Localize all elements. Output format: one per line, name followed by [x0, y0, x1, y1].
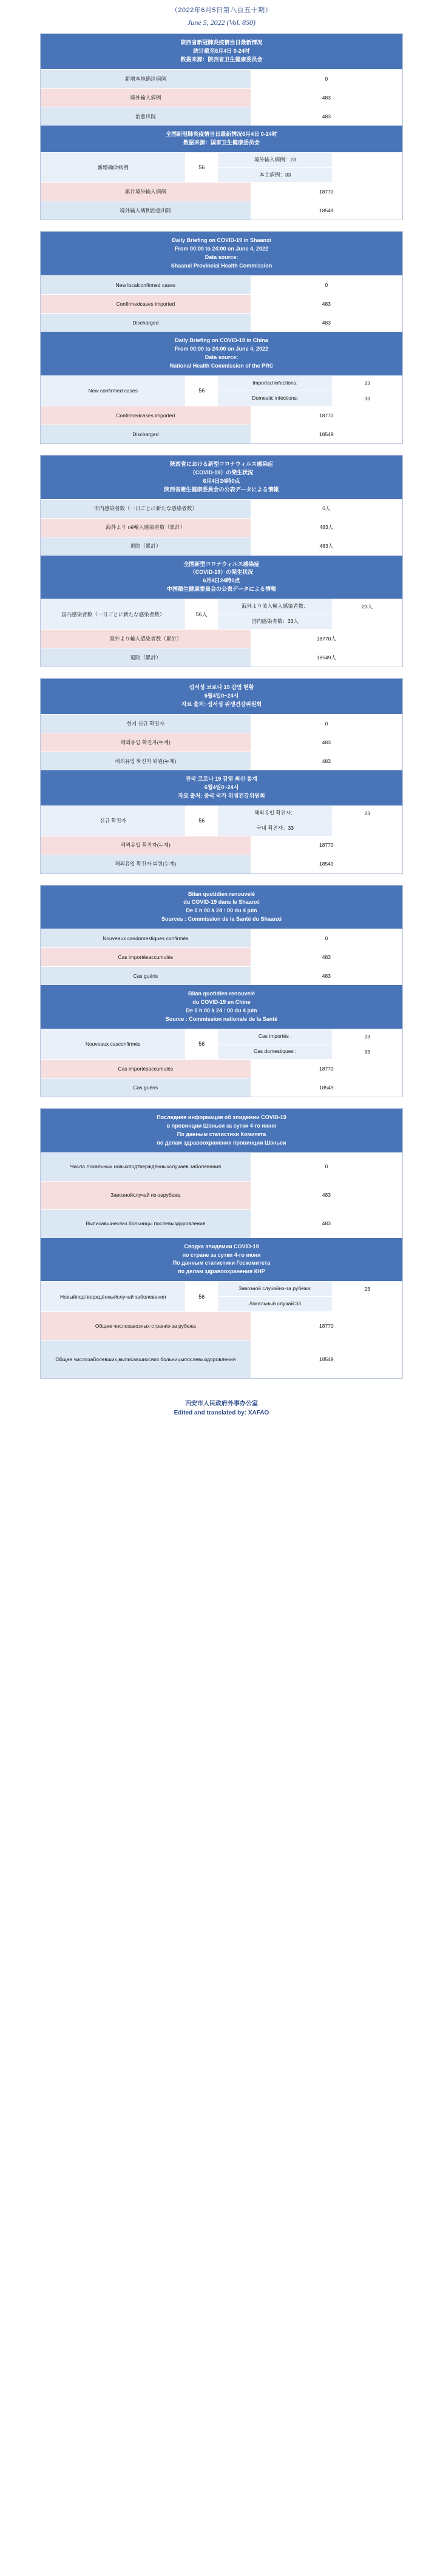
- row-label-line: （累計）: [164, 524, 186, 531]
- row-label-line: （一日ごとに新たな感染者数）: [124, 505, 197, 512]
- table-row: [41, 1152, 402, 1181]
- row-label-line: Cas guéris: [133, 1084, 158, 1091]
- language-block-cn-shaanxi: [40, 33, 403, 220]
- breakdown-row: [218, 1282, 402, 1296]
- page-subtitle: June 5, 2022 (Vol. 850): [188, 18, 255, 27]
- bar-line: Daily Briefing on COVID-19 in China: [175, 337, 268, 344]
- breakdown-label-line: Завозной случай: [238, 1285, 279, 1292]
- table-row: [41, 1181, 402, 1209]
- breakdown-label: [218, 821, 332, 836]
- table-row: [41, 294, 402, 313]
- composite-label-line: （一日ごとに新たな感染者数）: [92, 611, 165, 617]
- bar-line: De 0 h 00 à 24 : 00 du 4 juin: [186, 1007, 257, 1014]
- row-label: [41, 1060, 251, 1078]
- row-value: 0: [251, 276, 402, 294]
- row-value: 483人: [251, 537, 402, 556]
- breakdown-label: [218, 599, 332, 614]
- table-row: [41, 518, 402, 537]
- bar-line: 中国衛生健康委員会の公表データによる情報: [166, 586, 276, 593]
- breakdown-label-line: 本土病例：33: [259, 171, 291, 178]
- table-row: [41, 182, 402, 201]
- bar-line: Data source:: [205, 354, 238, 361]
- bar-line: National Health Commission of the PRC: [169, 363, 274, 369]
- breakdown-label-line: 国内感染者数：33人: [251, 618, 299, 625]
- row-label-line: Завозной: [110, 1192, 134, 1199]
- breakdown-row: [218, 376, 402, 391]
- bar-line: 数据来源：国家卫生健康委员会: [183, 139, 260, 146]
- table-row: [41, 275, 402, 294]
- row-value: 18549: [251, 1078, 402, 1097]
- bar-line: 数据来源：陕西省卫生健康委员会: [180, 56, 263, 62]
- row-label-line: Discharged: [132, 431, 159, 437]
- table-row: [41, 714, 402, 733]
- footer-office-cn: 西安市人民政府外事办公室: [185, 1401, 258, 1408]
- bar-line: 6월4일0~24시: [204, 784, 239, 790]
- breakdown-label: [218, 153, 332, 167]
- table-row: [41, 947, 402, 966]
- table-row: [41, 1340, 402, 1378]
- bar-line: Bilan quotidien renouvelé: [188, 890, 255, 897]
- composite-row: [41, 1281, 402, 1311]
- composite-label-line: confirmés: [118, 1041, 141, 1048]
- row-label: [41, 630, 251, 648]
- row-label-line: New local: [115, 282, 138, 289]
- composite-breakdown: [218, 376, 402, 406]
- row-label: [41, 183, 251, 201]
- row-value: 483: [251, 967, 402, 985]
- row-label-line: выписавшихся: [118, 1356, 154, 1362]
- language-block-jp: [40, 455, 403, 667]
- row-label: [41, 89, 251, 107]
- row-value: 18770: [251, 1312, 402, 1340]
- composite-total: 56: [185, 153, 218, 183]
- breakdown-row: [218, 1044, 402, 1059]
- row-label-line: 해외유입 확진자 퇴원: [115, 758, 163, 764]
- row-value: 483: [251, 295, 402, 313]
- table-row: [41, 929, 402, 947]
- breakdown-row: [218, 1296, 402, 1311]
- table-row: [41, 425, 402, 443]
- national-header-bar: [41, 332, 402, 375]
- bar-line: （COVID-19）の発生状況: [189, 469, 254, 476]
- breakdown-value: 33: [332, 1044, 402, 1059]
- row-label-line: (누계): [157, 739, 171, 745]
- bar-line: 자료 출처: 섬서성 위생건강위원회: [181, 701, 262, 708]
- row-label: [41, 276, 251, 294]
- row-label-line: Nouveaux cas: [103, 935, 136, 942]
- breakdown-label: [218, 1044, 332, 1059]
- national-header-bar: [41, 126, 402, 152]
- bar-line: По данным статистики Госкомитета: [172, 1260, 271, 1266]
- breakdown-value: 23: [332, 1282, 402, 1296]
- row-label: [41, 855, 251, 873]
- row-label-line: 市内感染者数: [93, 505, 125, 512]
- row-value: 483: [251, 752, 402, 770]
- row-label: [41, 406, 251, 425]
- table-row: [41, 1209, 402, 1238]
- row-label: [41, 836, 251, 855]
- breakdown-row: [218, 167, 402, 183]
- composite-label-line: 新增确诊病例: [97, 164, 129, 170]
- bar-line: 全国新型コロナウィルス感染症: [183, 560, 260, 567]
- row-label: [41, 201, 251, 220]
- language-block-en: [40, 231, 403, 443]
- row-label-line: Confirmed: [116, 301, 140, 308]
- row-label-line: подтверждённых: [128, 1163, 169, 1170]
- row-label: [41, 295, 251, 313]
- table-row: [41, 1059, 402, 1078]
- row-value: 483: [251, 1182, 402, 1209]
- row-value: 18770: [251, 406, 402, 425]
- breakdown-row: [218, 391, 402, 406]
- table-row: [41, 406, 402, 425]
- provincial-header-bar: [41, 456, 402, 499]
- row-value: 483人: [251, 519, 402, 537]
- table-row: [41, 201, 402, 220]
- bar-line: 陝西省における新型コロナウィルス感染症: [169, 460, 274, 467]
- composite-total: 56人: [185, 599, 218, 629]
- row-label-line: (누계): [163, 861, 177, 867]
- composite-breakdown: [218, 1029, 402, 1059]
- row-label-line: 海外より輸入感染者数: [109, 635, 161, 642]
- row-label-line: выздоровления: [167, 1220, 206, 1227]
- composite-label: [41, 599, 185, 629]
- breakdown-label-line: 국내 확진자：33: [256, 824, 294, 831]
- row-label-line: выздоровления: [198, 1356, 236, 1362]
- bar-line: Последняя информация об эпидемии COVID-19: [157, 1114, 286, 1120]
- bar-line: 6月4日24時0点: [203, 477, 240, 484]
- table-row: [41, 648, 402, 667]
- row-label: [41, 733, 251, 752]
- breakdown-label-line: Cas importés :: [258, 1033, 292, 1040]
- table-row: [41, 69, 402, 88]
- breakdown-row: [218, 806, 402, 821]
- composite-label-line: 国内感染者数: [61, 611, 93, 617]
- row-label-line: 해외유입 확진자: [120, 842, 157, 849]
- provincial-header-bar: [41, 886, 402, 929]
- bar-line: 전국 코로나 19 감염 최신 통계: [185, 775, 258, 782]
- row-label: [41, 648, 251, 667]
- row-label-line: заболевших,: [87, 1356, 119, 1362]
- composite-label: [41, 806, 185, 836]
- row-value: 18549: [251, 425, 402, 443]
- composite-label: [41, 1029, 185, 1059]
- breakdown-label-line: Domestic infections:: [252, 394, 299, 401]
- row-label: [41, 1210, 251, 1238]
- composite-label-line: Новый: [60, 1293, 76, 1300]
- bar-line: по стране за сутки 4-го июня: [182, 1251, 261, 1258]
- bar-line: Daily Briefing on COVID-19 in Shaanxi: [172, 237, 271, 244]
- bar-line: Shaanxi Provincial Health Commission: [171, 263, 272, 269]
- row-label-line: Cas guéris: [133, 973, 158, 980]
- row-label-line: случай из-за: [133, 1192, 163, 1199]
- row-label-line: завозных стран: [127, 1322, 165, 1329]
- bar-line: Bilan quotidien renouvelé: [188, 990, 255, 997]
- bar-line: По данным статистики Комитета: [177, 1131, 266, 1137]
- row-value: 18770: [251, 1060, 402, 1078]
- provincial-header-bar: [41, 232, 402, 275]
- row-label-line: 海外より në輸入感染者数: [106, 524, 165, 531]
- footer-office-en: Edited and translated by: XAFAO: [174, 1410, 269, 1417]
- composite-label-line: New confirmed cases: [88, 388, 138, 394]
- sections-container: [0, 33, 443, 1379]
- row-label-line: 境外输入病例: [130, 94, 161, 101]
- table-row: [41, 752, 402, 770]
- bar-line: du COVID-19 en Chine: [192, 999, 251, 1006]
- national-header-bar: [41, 770, 402, 805]
- row-value: 0: [251, 1153, 402, 1181]
- provincial-header-bar: [41, 1109, 402, 1152]
- row-label-line: 新增本地确诊病例: [124, 75, 166, 82]
- table-row: [41, 313, 402, 332]
- row-label-line: 현지 신규 확진자: [126, 720, 164, 727]
- row-label-line: 退院（累計）: [130, 543, 161, 550]
- row-label: [41, 1182, 251, 1209]
- bar-line: 统计截至6月4日 0-24时: [193, 47, 250, 54]
- row-label-line: Confirmed: [116, 412, 140, 419]
- table-row: [41, 966, 402, 985]
- table-row: [41, 499, 402, 518]
- row-label-line: из больницы: [154, 1356, 184, 1362]
- row-label-line: из-за рубежа: [164, 1322, 196, 1329]
- bar-line: по делам здравоохранения провинции Шэньси: [157, 1139, 286, 1146]
- row-value: 18549: [251, 201, 402, 220]
- row-value: 483: [251, 107, 402, 126]
- row-label-line: 治愈出院: [135, 113, 156, 119]
- table-row: [41, 733, 402, 752]
- composite-total: 56: [185, 1029, 218, 1059]
- breakdown-value: 33: [332, 391, 402, 406]
- row-value: 483: [251, 733, 402, 752]
- row-label-line: confirmed cases: [138, 282, 176, 289]
- bar-line: 全国新冠肺炎疫情当日最新情况6月4日 0-24时: [166, 130, 277, 137]
- breakdown-row: [218, 599, 402, 614]
- row-label-line: случаев заболевания: [169, 1163, 222, 1170]
- row-value: 483: [251, 89, 402, 107]
- breakdown-value: [332, 1297, 402, 1311]
- row-value: 18770: [251, 183, 402, 201]
- national-header-bar: [41, 556, 402, 599]
- row-label-line: (누계): [163, 758, 177, 764]
- row-value: 18549: [251, 855, 402, 873]
- composite-row: [41, 805, 402, 836]
- breakdown-label-line: 海外より流入輸入感染者数：: [241, 603, 309, 610]
- row-label-line: accumulés: [148, 954, 174, 961]
- row-label: [41, 929, 251, 947]
- composite-label: [41, 1282, 185, 1311]
- row-value: 0: [251, 70, 402, 88]
- row-label-line: Общее число: [95, 1322, 128, 1329]
- row-label-line: cases imported: [140, 412, 175, 419]
- row-value: 483: [251, 314, 402, 332]
- row-value: 18549: [251, 1340, 402, 1378]
- breakdown-value: 23人: [332, 599, 402, 614]
- language-block-kr: [40, 678, 403, 873]
- row-label-line: 境外输入病例治愈出院: [120, 207, 172, 214]
- row-label-line: после: [184, 1356, 198, 1362]
- bar-line: Sources : Commission de la Santé du Shaanxi: [161, 916, 282, 923]
- row-label: [41, 715, 251, 733]
- row-label: [41, 1312, 251, 1340]
- provincial-header-bar: [41, 34, 402, 69]
- composite-total: 56: [185, 1282, 218, 1311]
- row-label-line: Число локальных новых: [70, 1163, 129, 1170]
- bar-line: du COVID-19 dans le Shaanxi: [183, 899, 260, 906]
- bar-line: 자료 출처: 중국 국가 위생건강위원회: [178, 792, 265, 799]
- bar-line: 섬서성 코로나 19 감염 현황: [189, 684, 254, 691]
- row-label-line: cases imported: [140, 301, 175, 308]
- row-label: [41, 519, 251, 537]
- composite-row: [41, 152, 402, 183]
- composite-total: 56: [185, 806, 218, 836]
- breakdown-label-line: Cas domestiques :: [254, 1048, 297, 1054]
- row-label: [41, 537, 251, 556]
- composite-breakdown: [218, 153, 402, 183]
- provincial-header-bar: [41, 679, 402, 714]
- row-label-line: （累計）: [161, 635, 182, 642]
- row-label-line: domestiques confirmés: [135, 935, 189, 942]
- bar-line: From 00:00 to 24:00 on June 4, 2022: [174, 346, 269, 352]
- breakdown-label-line: 해외유입 확진자：: [254, 809, 296, 816]
- breakdown-label-line: Локальный случай:: [249, 1300, 296, 1307]
- row-value: 0: [251, 715, 402, 733]
- breakdown-value: [332, 153, 402, 167]
- row-label-line: 退院（累計）: [130, 654, 161, 661]
- bar-line: 陕西省新冠肺炎疫情当日最新情况: [180, 39, 263, 45]
- breakdown-label: [218, 1282, 332, 1296]
- bar-line: From 00:00 to 24:00 on June 4, 2022: [174, 246, 269, 252]
- breakdown-label: [218, 168, 332, 183]
- table-row: [41, 855, 402, 873]
- row-label-line: accumulés: [148, 1065, 174, 1072]
- table-row: [41, 537, 402, 556]
- row-value: 18770: [251, 836, 402, 855]
- breakdown-label: [218, 1297, 332, 1311]
- row-label-line: Discharged: [132, 320, 159, 326]
- bar-line: 6월4일0~24시: [204, 693, 239, 699]
- row-label: [41, 1153, 251, 1181]
- row-value: 483: [251, 948, 402, 966]
- composite-label: [41, 153, 185, 183]
- composite-breakdown: [218, 1282, 402, 1311]
- row-label: [41, 1078, 251, 1097]
- breakdown-label-line: 33: [295, 1300, 301, 1307]
- table-row: [41, 88, 402, 107]
- row-label-line: 해외유입 확진자: [120, 739, 157, 745]
- breakdown-row: [218, 821, 402, 836]
- breakdown-row: [218, 614, 402, 629]
- composite-label-line: случай заболевания: [117, 1293, 166, 1300]
- breakdown-value: [332, 614, 402, 629]
- composite-breakdown: [218, 806, 402, 836]
- language-block-fr: [40, 885, 403, 1097]
- breakdown-label: [218, 614, 332, 629]
- row-label-line: из больницы после: [122, 1220, 168, 1227]
- row-label: [41, 752, 251, 770]
- row-label: [41, 70, 251, 88]
- breakdown-label-line: 境外输入病例：23: [254, 156, 296, 163]
- bar-line: Data source:: [205, 254, 238, 261]
- breakdown-row: [218, 153, 402, 167]
- bar-line: в провинции Шэньси за сутки 4-го июня: [166, 1122, 277, 1129]
- table-row: [41, 1311, 402, 1340]
- breakdown-label: [218, 376, 332, 391]
- bar-line: De 0 h 00 à 24 : 00 du 4 juin: [186, 907, 257, 914]
- composite-total: 56: [185, 376, 218, 406]
- row-label-line: (누계): [157, 842, 171, 849]
- row-label: [41, 500, 251, 518]
- table-row: [41, 107, 402, 126]
- breakdown-label: [218, 1029, 332, 1044]
- row-label: [41, 107, 251, 126]
- breakdown-label: [218, 806, 332, 821]
- bar-line: по делам здравоохранения КНР: [178, 1268, 265, 1275]
- composite-row: [41, 1029, 402, 1059]
- breakdown-label-line: из-за рубежа:: [279, 1285, 312, 1292]
- composite-label-line: Nouveaux cas: [85, 1041, 118, 1048]
- language-block-ru: [40, 1108, 403, 1379]
- row-label: [41, 314, 251, 332]
- breakdown-row: [218, 1029, 402, 1044]
- row-value: 18549人: [251, 648, 402, 667]
- table-row: [41, 629, 402, 648]
- row-label-line: Cas importés: [118, 954, 149, 961]
- breakdown-value: 23: [332, 376, 402, 391]
- breakdown-value: 23: [332, 806, 402, 821]
- composite-label: [41, 376, 185, 406]
- row-value: 483: [251, 1210, 402, 1238]
- row-value: 0人: [251, 500, 402, 518]
- breakdown-value: [332, 168, 402, 183]
- row-label-line: Выписавшиеся: [86, 1220, 123, 1227]
- composite-breakdown: [218, 599, 402, 629]
- row-label: [41, 967, 251, 985]
- table-row: [41, 1078, 402, 1097]
- bar-line: 陝西省衛生健康委員会の公表データによる情報: [164, 486, 279, 493]
- composite-label-line: подтверждённый: [76, 1293, 117, 1300]
- row-label: [41, 425, 251, 443]
- row-label: [41, 1340, 251, 1378]
- row-label: [41, 948, 251, 966]
- breakdown-value: 23: [332, 1029, 402, 1044]
- row-label-line: Cas importés: [118, 1065, 149, 1072]
- breakdown-label-line: Imported infections:: [252, 379, 298, 386]
- page-title: （2022年6月5日第八百五十期）: [171, 7, 272, 14]
- breakdown-label: [218, 391, 332, 406]
- row-value: 0: [251, 929, 402, 947]
- composite-label-line: 신규 확진자: [100, 818, 126, 824]
- bar-line: 6月4日24時0点: [203, 577, 240, 584]
- national-header-bar: [41, 985, 402, 1029]
- page-footer: [0, 1390, 443, 1420]
- national-header-bar: [41, 1238, 402, 1282]
- row-label-line: Общее число: [55, 1356, 88, 1362]
- composite-row: [41, 599, 402, 629]
- bar-line: Сводка эпидемии COVID-19: [184, 1243, 259, 1249]
- composite-row: [41, 375, 402, 406]
- row-label-line: рубежа: [163, 1192, 181, 1199]
- bar-line: Source : Commission nationale de la Santé: [165, 1016, 278, 1023]
- bar-line: （COVID-19）の発生状況: [189, 569, 254, 576]
- table-row: [41, 836, 402, 855]
- row-label-line: 累计境外输入病例: [124, 189, 166, 195]
- row-value: 18770人: [251, 630, 402, 648]
- row-label-line: 해외유입 확진자 퇴원: [115, 861, 163, 867]
- breakdown-value: [332, 821, 402, 836]
